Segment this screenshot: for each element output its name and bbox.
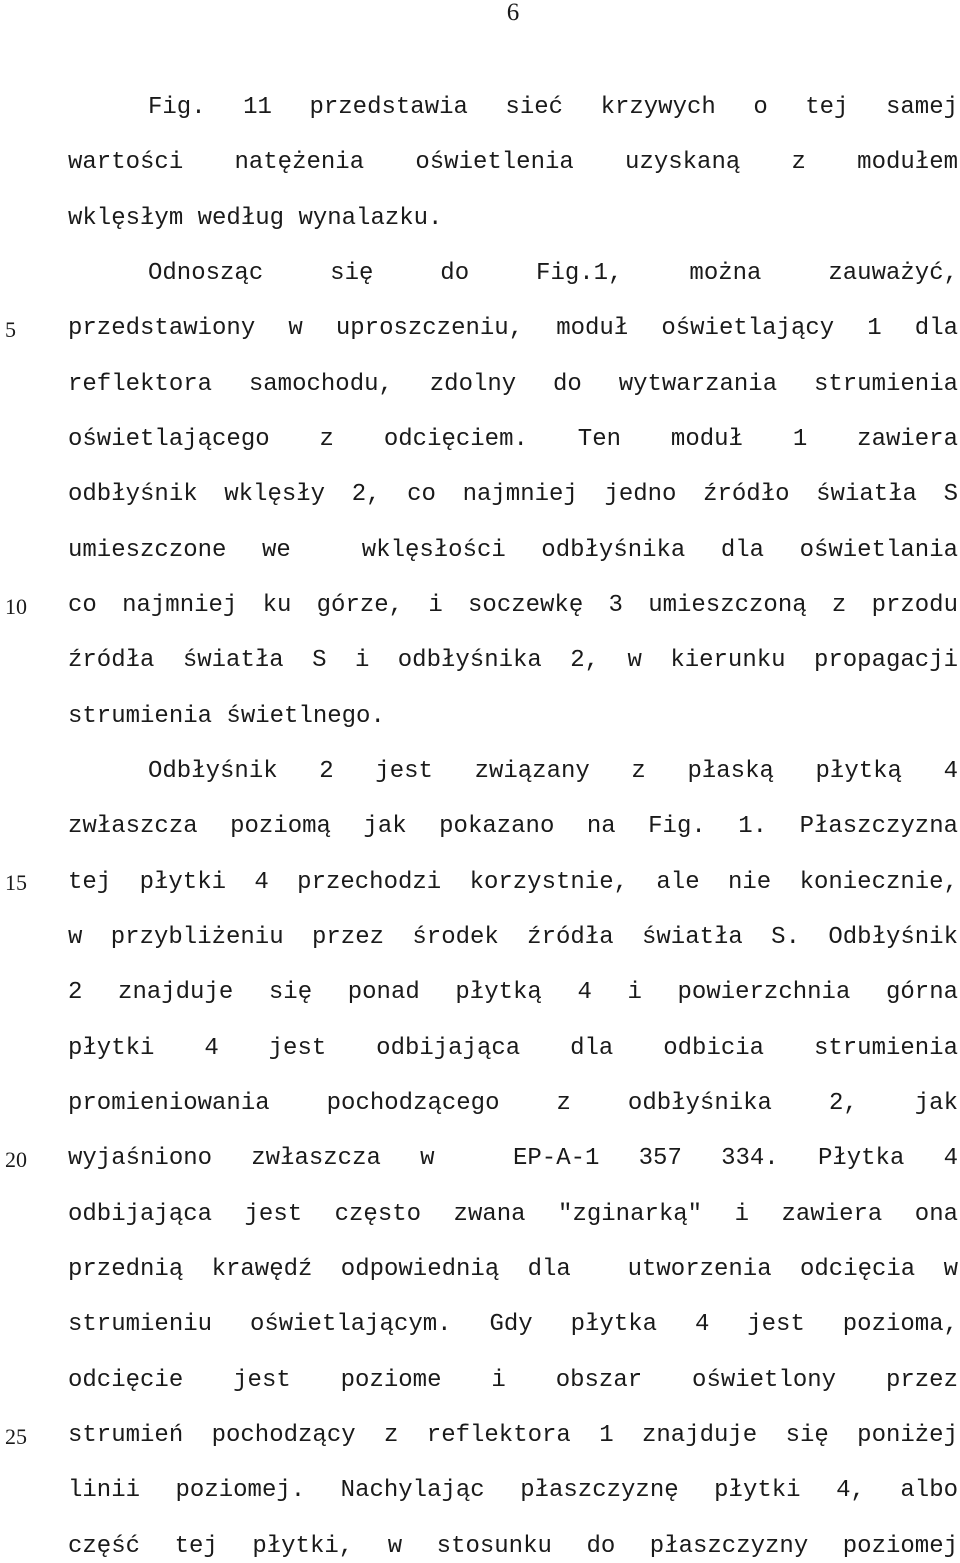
text-line: Odbłyśnik 2 jest związany z płaską płytką 4: [148, 758, 958, 785]
text-line: co najmniej ku górze, i soczewkę 3 umieszczoną z przodu: [68, 592, 958, 619]
text-line: strumień pochodzący z reflektora 1 znajduje się poniżej: [68, 1422, 958, 1449]
line-number-15: 15: [5, 870, 27, 895]
text-line: część tej płytki, w stosunku do płaszczyzny poziomej: [68, 1533, 958, 1560]
text-line: strumienia świetlnego.: [68, 703, 385, 730]
text-line: Odnosząc się do Fig.1, można zauważyć,: [148, 260, 958, 287]
text-line: reflektora samochodu, zdolny do wytwarzania strumienia: [68, 371, 958, 398]
line-number-5: 5: [5, 317, 16, 342]
text-line: linii poziomej. Nachylając płaszczyznę płytki 4, albo: [68, 1477, 958, 1504]
text-line: źródła światła S i odbłyśnika 2, w kierunku propagacji: [68, 647, 958, 674]
text-line: Fig. 11 przedstawia sieć krzywych o tej samej: [148, 94, 958, 121]
line-number-20: 20: [5, 1147, 27, 1172]
text-line: wyjaśniono zwłaszcza w EP-A-1 357 334. Płytka 4: [68, 1145, 958, 1172]
text-line: strumieniu oświetlającym. Gdy płytka 4 jest pozioma,: [68, 1311, 958, 1338]
text-line: tej płytki 4 przechodzi korzystnie, ale nie koniecznie,: [68, 869, 958, 896]
page-number: 6: [506, 0, 520, 26]
text-line: 2 znajduje się ponad płytką 4 i powierzchnia górna: [68, 979, 958, 1006]
text-line: zwłaszcza poziomą jak pokazano na Fig. 1. Płaszczyzna: [68, 813, 958, 840]
text-line: odbijająca jest często zwana "zginarką" i zawiera ona: [68, 1201, 958, 1228]
text-line: odbłyśnik wklęsły 2, co najmniej jedno źródło światła S: [68, 481, 958, 508]
line-number-10: 10: [5, 594, 27, 619]
text-line: wklęsłym według wynalazku.: [68, 205, 443, 232]
text-line: wartości natężenia oświetlenia uzyskaną z modułem: [68, 149, 958, 176]
text-line: przednią krawędź odpowiednią dla utworzenia odcięcia w: [68, 1256, 958, 1283]
text-line: umieszczone we wklęsłości odbłyśnika dla oświetlania: [68, 537, 958, 564]
text-line: odcięcie jest poziome i obszar oświetlony przez: [68, 1367, 958, 1394]
text-line: przedstawiony w uproszczeniu, moduł oświetlający 1 dla: [68, 315, 958, 342]
text-line: oświetlającego z odcięciem. Ten moduł 1 zawiera: [68, 426, 958, 453]
text-line: płytki 4 jest odbijająca dla odbicia strumienia: [68, 1035, 958, 1062]
text-line: promieniowania pochodzącego z odbłyśnika 2, jak: [68, 1090, 958, 1117]
text-line: w przybliżeniu przez środek źródła światła S. Odbłyśnik: [68, 924, 958, 951]
line-number-25: 25: [5, 1424, 27, 1449]
